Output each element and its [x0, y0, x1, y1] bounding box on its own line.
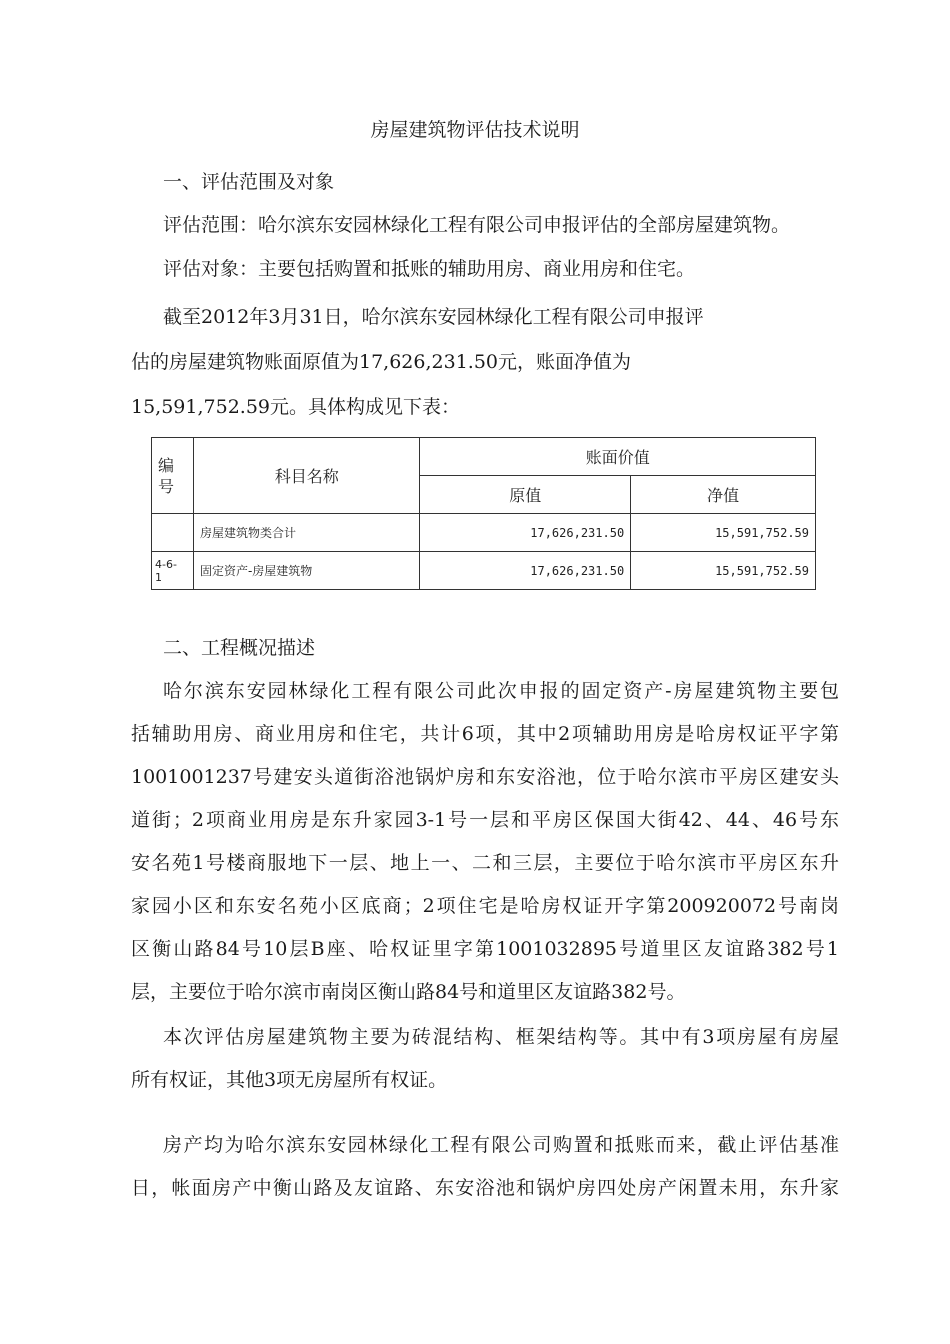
row-original-value: 17,626,231.50	[420, 552, 631, 590]
overview-paragraph-line: 括辅助用房、商业用房和住宅，共计6项，其中2项辅助用房是哈房权证平字第	[131, 723, 839, 745]
overview-paragraph-line: 1001001237号建安头道街浴池锅炉房和东安浴池，位于哈尔滨市平房区建安头	[131, 766, 839, 788]
overview-paragraph-line: 层，主要位于哈尔滨市南岗区衡山路84号和道里区友谊路382号。	[131, 981, 686, 1003]
row-original-value: 17,626,231.50	[420, 514, 631, 552]
book-value-table	[151, 437, 816, 590]
row-number	[152, 514, 194, 552]
page-title: 房屋建筑物评估技术说明	[370, 119, 580, 141]
row-number	[152, 552, 194, 590]
structure-paragraph-line: 本次评估房屋建筑物主要为砖混结构、框架结构等。其中有3项房屋有房屋	[163, 1026, 839, 1048]
section-heading-overview: 二、工程概况描述	[163, 637, 316, 659]
header-subject-name: 科目名称	[193, 438, 419, 514]
row-net-value: 15,591,752.59	[631, 514, 816, 552]
row-subject-name: 房屋建筑物类合计	[193, 514, 419, 552]
structure-paragraph-line: 所有权证，其他3项无房屋所有权证。	[131, 1069, 448, 1091]
object-paragraph: 评估对象：主要包括购置和抵账的辅助用房、商业用房和住宅。	[163, 258, 696, 280]
scope-paragraph: 评估范围：哈尔滨东安园林绿化工程有限公司申报评估的全部房屋建筑物。	[163, 214, 791, 236]
overview-paragraph-line: 家园小区和东安名苑小区底商；2项住宅是哈房权证开字第200920072号南岗	[131, 895, 839, 917]
table-row	[152, 552, 816, 590]
property-paragraph-line: 日，帐面房产中衡山路及友谊路、东安浴池和锅炉房四处房产闲置未用，东升家	[131, 1177, 839, 1199]
header-book-value: 账面价值	[420, 438, 816, 476]
value-paragraph-line: 截至2012年3月31日，哈尔滨东安园林绿化工程有限公司申报评	[163, 306, 704, 328]
table-row	[152, 514, 816, 552]
overview-paragraph-line: 哈尔滨东安园林绿化工程有限公司此次申报的固定资产-房屋建筑物主要包	[163, 680, 839, 702]
row-number-part: 1	[155, 570, 162, 584]
value-paragraph-line: 15,591,752.59元。具体构成见下表：	[131, 396, 461, 418]
header-number-char: 号	[158, 476, 175, 496]
header-number	[152, 438, 194, 514]
row-number-part: 4-6-	[155, 557, 177, 571]
property-paragraph-line: 房产均为哈尔滨东安园林绿化工程有限公司购置和抵账而来，截止评估基准	[163, 1134, 839, 1156]
header-number-char: 编	[158, 455, 175, 475]
row-subject-name: 固定资产-房屋建筑物	[193, 552, 419, 590]
overview-paragraph-line: 区衡山路84号10层B座、哈权证里字第1001032895号道里区友谊路382号1	[131, 938, 839, 960]
overview-paragraph-line: 安名苑1号楼商服地下一层、地上一、二和三层，主要位于哈尔滨市平房区东升	[131, 852, 839, 874]
row-net-value: 15,591,752.59	[631, 552, 816, 590]
section-heading-scope: 一、评估范围及对象	[163, 171, 335, 193]
header-original-value: 原值	[420, 476, 631, 514]
value-paragraph-line: 估的房屋建筑物账面原值为17,626,231.50元，账面净值为	[131, 351, 632, 373]
header-net-value: 净值	[631, 476, 816, 514]
overview-paragraph-line: 道街；2项商业用房是东升家园3-1号一层和平房区保国大街42、44、46号东	[131, 809, 839, 831]
